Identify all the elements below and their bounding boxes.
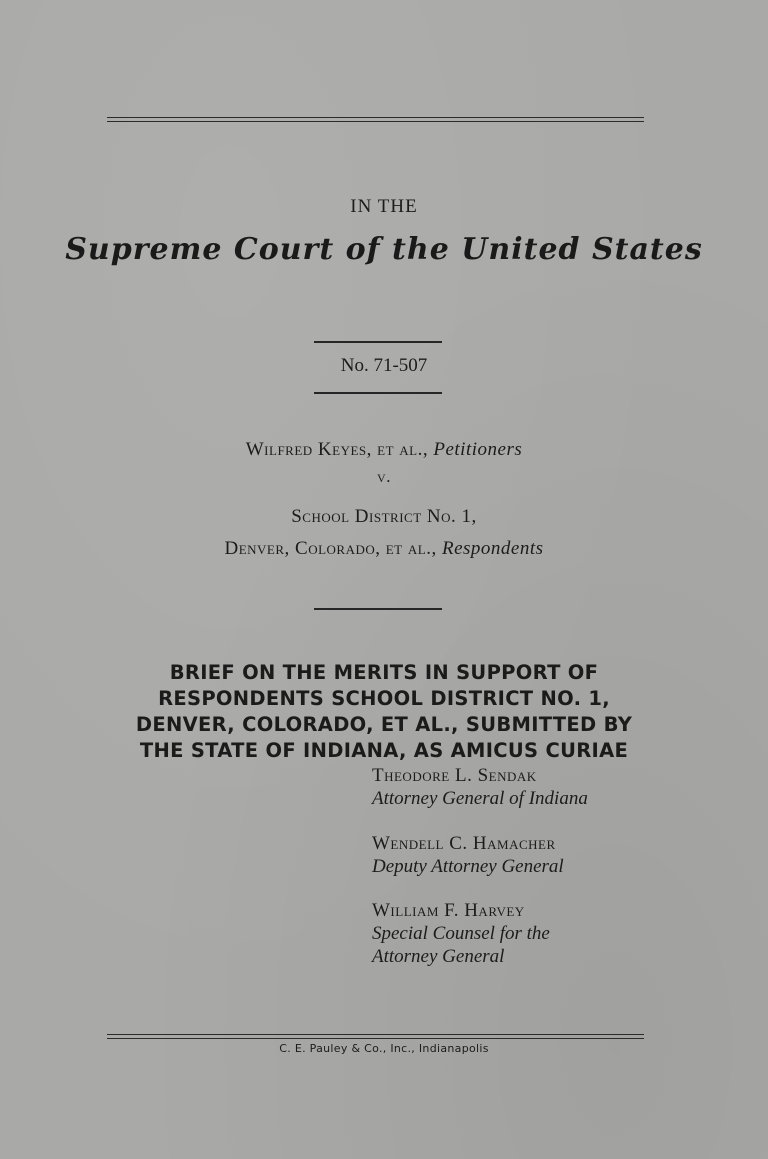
counsel-entry [372,832,752,878]
court-name: Supreme Court of the United States [65,232,703,267]
bottom-double-rule [107,1034,644,1039]
brief-title-line: RESPONDENTS SCHOOL DISTRICT NO. 1, [158,687,610,710]
counsel-title-continued: Attorney General [372,946,505,967]
brief-title-line: THE STATE OF INDIANA, AS AMICUS CURIAE [139,739,629,762]
counsel-name: Wendell C. Hamacher [372,833,556,854]
counsel-title: Attorney General of Indiana [372,788,588,809]
respondent-line-2 [0,538,768,560]
brief-title-line: BRIEF ON THE MERITS IN SUPPORT OF [169,661,599,684]
respondent-name: Denver, Colorado, et al., [224,538,437,559]
petitioner-line [0,439,768,461]
docket-number: No. 71-507 [340,355,428,376]
counsel-name: Theodore L. Sendak [372,765,537,786]
versus: v. [377,467,391,486]
printer-imprint: C. E. Pauley & Co., Inc., Indianapolis [279,1042,489,1055]
respondent-line-1: School District No. 1, [291,506,477,527]
counsel-entry [372,899,752,968]
parties-rule [314,608,442,610]
counsel-entry [372,764,752,810]
respondent-role: Respondents [441,538,544,559]
counsel-title: Special Counsel for the [372,923,550,944]
counsel-name: William F. Harvey [372,900,525,921]
petitioner-name: Wilfred Keyes, et al., [245,439,429,460]
brief-title [0,660,768,764]
counsel-title: Deputy Attorney General [372,856,564,877]
petitioner-role: Petitioners [433,439,523,460]
docket-rule-top [314,341,442,343]
court-preamble: IN THE [350,196,418,217]
brief-title-line: DENVER, COLORADO, ET AL., SUBMITTED BY [135,713,633,736]
docket-rule-bottom [314,392,442,394]
top-double-rule [107,117,644,122]
